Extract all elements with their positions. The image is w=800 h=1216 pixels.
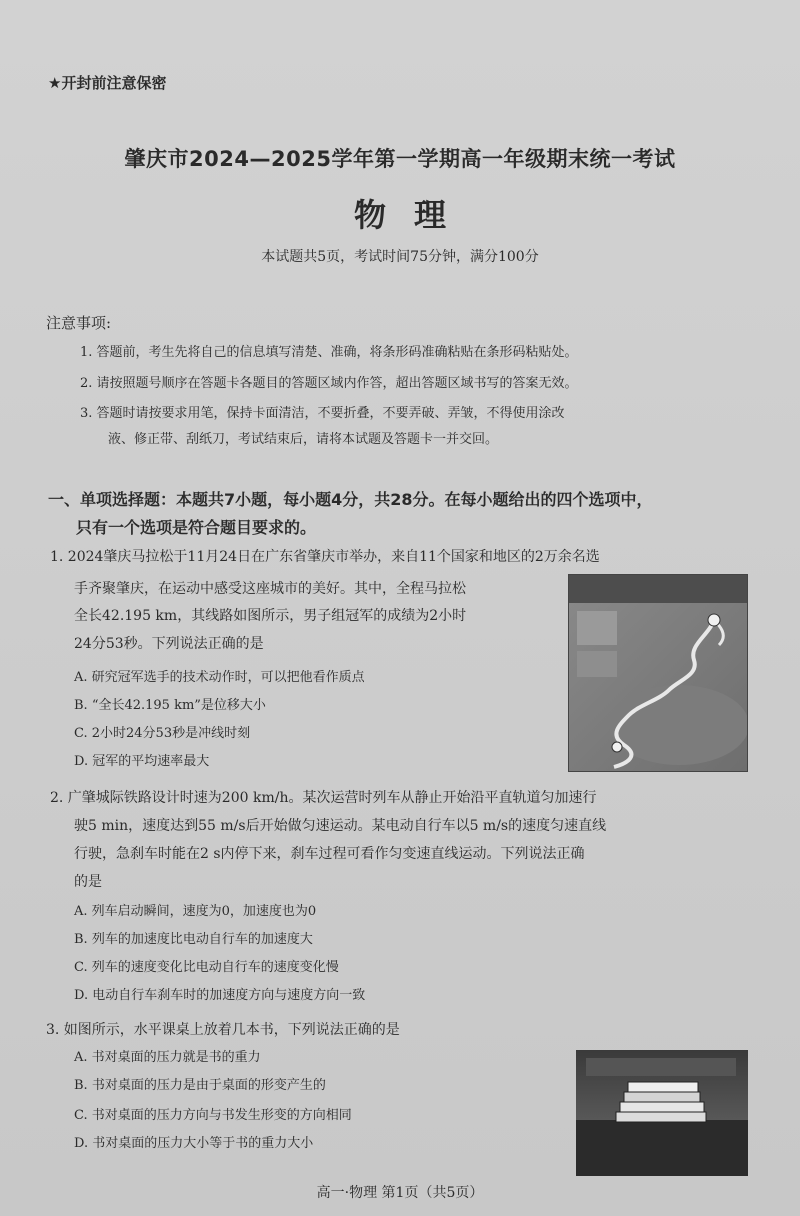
- note-item: 2. 请按照题号顺序在答题卡各题目的答题区域内作答，超出答题区域书写的答案无效。: [80, 376, 578, 391]
- route-line-graphic: [569, 575, 747, 771]
- question-1-line-4: 24分53秒。下列说法正确的是: [74, 636, 264, 652]
- question-3-option-a: A. 书对桌面的压力就是书的重力: [74, 1050, 261, 1065]
- confidential-label: ★开封前注意保密: [48, 74, 167, 92]
- question-2-option-d: D. 电动自行车刹车时的加速度方向与速度方向一致: [74, 988, 366, 1003]
- question-1-option-d: D. 冠军的平均速率最大: [74, 754, 210, 769]
- section-heading: [48, 486, 768, 542]
- question-2-line-1: 2. 广肇城际铁路设计时速为200 km/h。某次运营时列车从静止开始沿平直轨道匀加速行: [50, 790, 597, 806]
- question-1-line-1: 1. 2024肇庆马拉松于11月24日在广东省肇庆市举办，来自11个国家和地区的2万余名选: [50, 549, 600, 565]
- question-3-option-d: D. 书对桌面的压力大小等于书的重力大小: [74, 1136, 314, 1151]
- question-2-option-a: A. 列车启动瞬间，速度为0，加速度也为0: [74, 904, 317, 919]
- section-heading-line2: 只有一个选项是符合题目要求的。: [76, 518, 317, 537]
- question-2-line-4: 的是: [74, 874, 102, 890]
- question-1-line-2: 手齐聚肇庆，在运动中感受这座城市的美好。其中，全程马拉松: [74, 581, 466, 597]
- subject-title: 物理: [353, 196, 474, 234]
- notes-title: 注意事项:: [46, 314, 112, 332]
- books-graphic: [576, 1050, 748, 1176]
- exam-title: 肇庆市2024—2025学年第一学期高一年级期末统一考试: [124, 147, 676, 171]
- question-2-option-b: B. 列车的加速度比电动自行车的加速度大: [74, 932, 313, 947]
- books-on-desk-photo: [576, 1050, 748, 1176]
- question-2-line-2: 驶5 min，速度达到55 m/s后开始做匀速运动。某电动自行车以5 m/s的速度匀速直线: [74, 818, 607, 834]
- question-3-line-1: 3. 如图所示，水平课桌上放着几本书，下列说法正确的是: [46, 1022, 400, 1038]
- section-heading-line1: 一、单项选择题：本题共7小题，每小题4分，共28分。在每小题给出的四个选项中，: [48, 490, 653, 509]
- question-2-option-c: C. 列车的速度变化比电动自行车的速度变化慢: [74, 960, 339, 975]
- note-item-continued: 液、修正带、刮纸刀，考试结束后，请将本试题及答题卡一并交回。: [108, 432, 499, 447]
- note-item: 3. 答题时请按要求用笔，保持卡面清洁，不要折叠，不要弄破、弄皱，不得使用涂改: [80, 406, 565, 421]
- question-3-option-b: B. 书对桌面的压力是由于桌面的形变产生的: [74, 1078, 326, 1093]
- note-item: 1. 答题前，考生先将自己的信息填写清楚、准确，将条形码准确粘贴在条形码粘贴处。: [80, 345, 578, 360]
- question-2-line-3: 行驶，急刹车时能在2 s内停下来，刹车过程可看作匀变速直线运动。下列说法正确: [74, 846, 585, 862]
- page-footer: 高一·物理 第1页（共5页）: [316, 1185, 484, 1201]
- question-1-option-b: B. “全长42.195 km”是位移大小: [74, 698, 266, 713]
- question-1-option-c: C. 2小时24分53秒是冲线时刻: [74, 726, 251, 741]
- marathon-route-map-image: [568, 574, 748, 772]
- exam-info: 本试题共5页，考试时间75分钟，满分100分: [261, 249, 539, 265]
- question-3-option-c: C. 书对桌面的压力方向与书发生形变的方向相同: [74, 1108, 352, 1123]
- question-1-line-3: 全长42.195 km，其线路如图所示，男子组冠军的成绩为2小时: [74, 608, 467, 624]
- question-1-option-a: A. 研究冠军选手的技术动作时，可以把他看作质点: [74, 670, 365, 685]
